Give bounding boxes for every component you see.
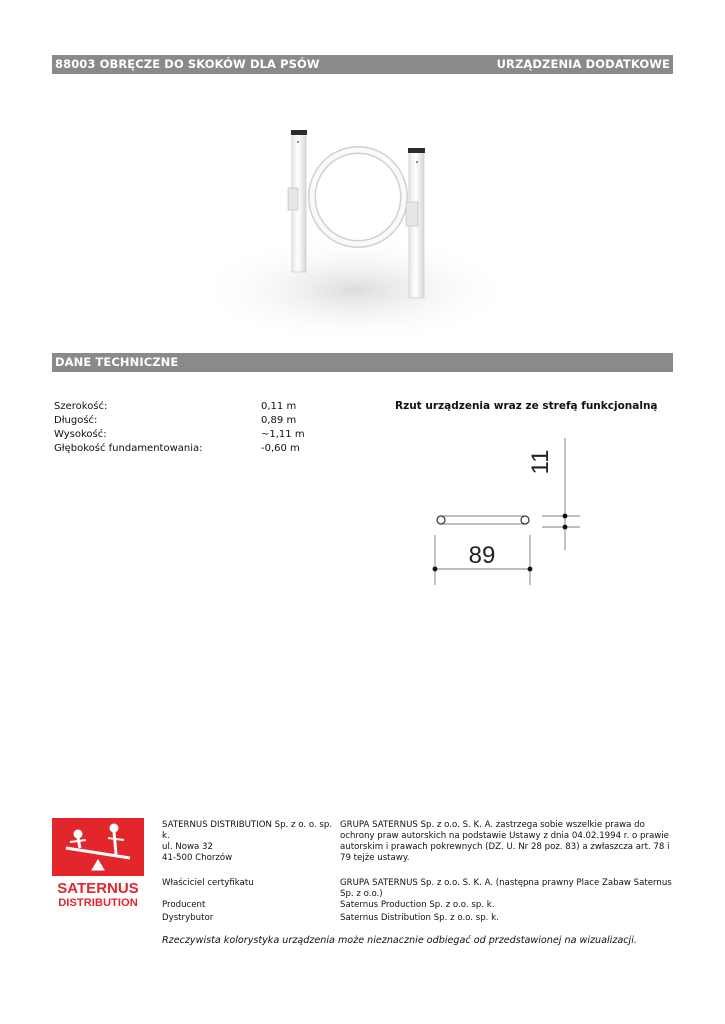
plan-view-title: Rzut urządzenia wraz ze strefą funkcjonalną bbox=[395, 400, 658, 412]
technical-data-title: DANE TECHNICZNE bbox=[55, 355, 179, 369]
color-disclaimer: Rzeczywista kolorystyka urządzenia może nieznacznie odbiegać od przedstawionej na wizualizacji. bbox=[162, 935, 637, 946]
company-address bbox=[162, 820, 338, 864]
spec-row-foundation-depth bbox=[54, 442, 314, 456]
product-header-bar bbox=[52, 55, 673, 74]
product-category: URZĄDZENIA DODATKOWE bbox=[496, 57, 670, 71]
spec-row-height bbox=[54, 428, 314, 442]
spec-row-width bbox=[54, 400, 314, 414]
producer-value: Saternus Production Sp. z o.o. sp. k. bbox=[340, 900, 495, 910]
saternus-logo bbox=[52, 818, 144, 910]
dimension-point bbox=[528, 567, 533, 572]
spec-value: -0,60 m bbox=[261, 443, 300, 454]
spec-value: ~1,11 m bbox=[261, 429, 305, 440]
certificate-owner-value: GRUPA SATERNUS Sp. z o.o. S. K. A. (następna prawny Place Zabaw Saternus Sp. z o.o.) bbox=[340, 878, 672, 899]
company-name: SATERNUS DISTRIBUTION Sp. z o. o. sp. k. bbox=[162, 820, 333, 841]
distributor-label: Dystrybutor bbox=[162, 913, 214, 923]
plan-view-drawing bbox=[420, 430, 600, 600]
spec-row-length bbox=[54, 414, 314, 428]
spec-label: Szerokość: bbox=[54, 401, 108, 412]
depth-dimension-label: 11 bbox=[527, 449, 554, 475]
technical-data-bar bbox=[52, 353, 673, 372]
product-render-image bbox=[180, 80, 540, 350]
producer-label: Producent bbox=[162, 900, 206, 910]
spec-label: Długość: bbox=[54, 415, 98, 426]
spec-label: Wysokość: bbox=[54, 429, 107, 440]
spec-label: Głębokość fundamentowania: bbox=[54, 443, 203, 454]
certificate-owner-label: Właściciel certyfikatu bbox=[162, 878, 254, 888]
distributor-value: Saternus Distribution Sp. z o.o. sp. k. bbox=[340, 913, 499, 923]
spec-value: 0,89 m bbox=[261, 415, 297, 426]
product-title: 88003 OBRĘCZE DO SKOKÓW DLA PSÓW bbox=[55, 57, 320, 71]
dimension-point bbox=[563, 525, 568, 530]
company-city: 41-500 Chorzów bbox=[162, 853, 233, 863]
company-street: ul. Nowa 32 bbox=[162, 842, 213, 852]
logo-text-line1: SATERNUS bbox=[57, 880, 139, 897]
width-dimension-label: 89 bbox=[468, 542, 496, 569]
dimension-point bbox=[433, 567, 438, 572]
spec-value: 0,11 m bbox=[261, 401, 297, 412]
spec-list bbox=[54, 400, 314, 456]
logo-text-line2: DISTRIBUTION bbox=[58, 897, 138, 909]
device-outline bbox=[438, 516, 528, 524]
copyright-notice: GRUPA SATERNUS Sp. z o.o. S. K. A. zastrzega sobie wszelkie prawa do ochrony praw autorskich na podstawie Ustawy z dnia 04.02.1994 r. o prawie autorskim i prawach pokrewnych (DZ. U. Nr 28 poz. 83) a zwłaszcza art. 78 i 79 tejże ustawy. bbox=[340, 820, 670, 863]
dimension-point bbox=[563, 514, 568, 519]
